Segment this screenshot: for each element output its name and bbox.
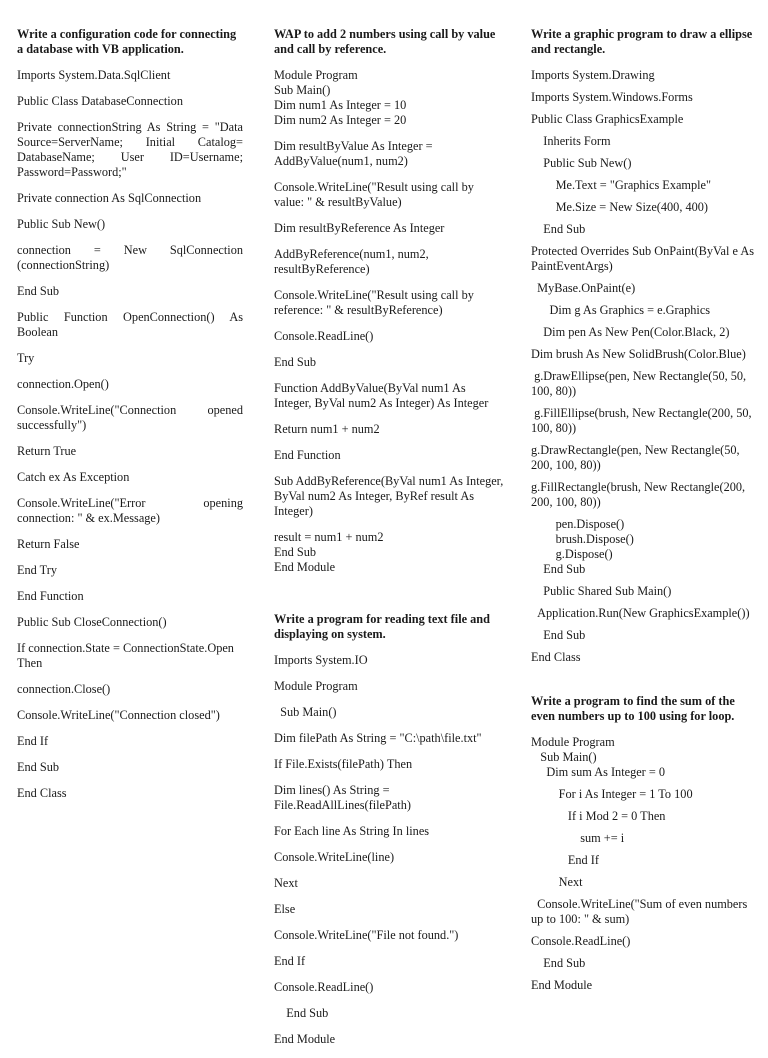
- column-vb-database-connection: [17, 27, 247, 812]
- code-line: Console.WriteLine("Sum of even numbers up to 100: " & sum): [531, 897, 751, 926]
- code-line: Public Shared Sub Main(): [531, 584, 672, 598]
- code-line: connection.Open(): [17, 377, 109, 391]
- code-line: g.DrawRectangle(pen, New Rectangle(50, 200, 100, 80)): [531, 443, 743, 472]
- code-line: Dim lines() As String = File.ReadAllLines(filePath): [274, 783, 411, 812]
- code-line: End Sub: [17, 284, 60, 298]
- code-listing-call-by-value: [274, 68, 507, 575]
- code-line: Public Sub CloseConnection(): [17, 615, 167, 629]
- code-line: MyBase.OnPaint(e): [531, 281, 636, 295]
- code-line: Public Class DatabaseConnection: [17, 94, 183, 108]
- code-line: AddByReference(num1, num2, resultByReference): [274, 247, 432, 276]
- question-heading-call-by-value: WAP to add 2 numbers using call by value and call by reference.: [274, 27, 496, 56]
- code-line: End If: [531, 853, 599, 867]
- code-line: g.DrawEllipse(pen, New Rectangle(50, 50, 100, 80)): [531, 369, 750, 398]
- code-line: Dim filePath As String = "C:\path\file.txt": [274, 731, 482, 745]
- code-line: End Sub: [274, 1006, 329, 1020]
- code-line: Next: [274, 876, 298, 890]
- code-line: Console.WriteLine(line): [274, 850, 395, 864]
- code-line: Private connectionString As String = "Data Source=ServerName; Initial Catalog= DatabaseName; User ID=Username; Password=Password;": [17, 120, 247, 179]
- code-listing-graphics: [531, 68, 757, 665]
- code-line: Protected Overrides Sub OnPaint(ByVal e As PaintEventArgs): [531, 244, 758, 273]
- code-line: connection = New SqlConnection (connectionString): [17, 243, 247, 272]
- code-line: End Sub: [531, 628, 586, 642]
- code-line: If connection.State = ConnectionState.Open Then: [17, 641, 237, 670]
- code-line: For Each line As String In lines: [274, 824, 430, 838]
- code-line: Dim g As Graphics = e.Graphics: [531, 303, 711, 317]
- code-line: Dim resultByReference As Integer: [274, 221, 445, 235]
- code-line: Sub Main(): [274, 705, 337, 719]
- code-line: Public Class GraphicsExample: [531, 112, 684, 126]
- code-line: Catch ex As Exception: [17, 470, 130, 484]
- code-line: End Module: [531, 978, 593, 992]
- code-line: End Module: [274, 1032, 336, 1046]
- code-line: Console.WriteLine("Connection closed"): [17, 708, 220, 722]
- code-line: Console.WriteLine("File not found."): [274, 928, 459, 942]
- code-line: End Function: [17, 589, 84, 603]
- code-line: Me.Size = New Size(400, 400): [531, 200, 709, 214]
- code-line: connection.Close(): [17, 682, 111, 696]
- code-line: If i Mod 2 = 0 Then: [531, 809, 666, 823]
- code-line: End Sub: [274, 355, 317, 369]
- code-line: Console.WriteLine("Error opening connection: " & ex.Message): [17, 496, 247, 525]
- section-spacer: [531, 672, 757, 694]
- code-line: result = num1 + num2 End Sub End Module: [274, 530, 384, 574]
- code-line: Sub AddByReference(ByVal num1 As Integer, ByVal num2 As Integer, ByRef result As Integer): [274, 474, 507, 518]
- code-line: Dim resultByValue As Integer = AddByValue(num1, num2): [274, 139, 435, 168]
- code-line: End Class: [531, 650, 581, 664]
- code-line: g.FillRectangle(brush, New Rectangle(200, 200, 100, 80)): [531, 480, 749, 509]
- code-line: Function AddByValue(ByVal num1 As Integer, ByVal num2 As Integer) As Integer: [274, 381, 489, 410]
- code-line: Console.ReadLine(): [531, 934, 631, 948]
- code-line: For i As Integer = 1 To 100: [531, 787, 693, 801]
- question-heading-graphics: Write a graphic program to draw a ellipse and rectangle.: [531, 27, 753, 56]
- code-line: Application.Run(New GraphicsExample()): [531, 606, 750, 620]
- code-line: End Sub: [17, 760, 60, 774]
- code-listing-database: [17, 68, 247, 801]
- code-line: End If: [274, 954, 306, 968]
- code-line: Private connection As SqlConnection: [17, 191, 202, 205]
- code-line: End If: [17, 734, 49, 748]
- code-line: Public Sub New(): [531, 156, 632, 170]
- code-line: Inherits Form: [531, 134, 611, 148]
- code-line: Console.WriteLine("Result using call by value: " & resultByValue): [274, 180, 477, 209]
- code-line: Module Program Sub Main() Dim num1 As Integer = 10 Dim num2 As Integer = 20: [274, 68, 407, 127]
- code-line: Imports System.IO: [274, 653, 368, 667]
- code-line: Next: [531, 875, 583, 889]
- code-line: If File.Exists(filePath) Then: [274, 757, 413, 771]
- code-line: End Sub: [531, 222, 586, 236]
- question-heading-database: Write a configuration code for connecting a database with VB application.: [17, 27, 237, 56]
- code-line: Imports System.Drawing: [531, 68, 655, 82]
- question-heading-even-sum: Write a program to find the sum of the even numbers up to 100 using for loop.: [531, 694, 735, 723]
- code-line: End Try: [17, 563, 57, 577]
- code-line: Public Function OpenConnection() As Boolean: [17, 310, 247, 339]
- code-line: End Function: [274, 448, 341, 462]
- code-line: Dim brush As New SolidBrush(Color.Blue): [531, 347, 746, 361]
- code-line: Console.ReadLine(): [274, 980, 374, 994]
- code-line: sum += i: [531, 831, 625, 845]
- code-line: End Class: [17, 786, 67, 800]
- code-line: Imports System.Data.SqlClient: [17, 68, 171, 82]
- code-line: Return num1 + num2: [274, 422, 380, 436]
- code-listing-even-sum: [531, 735, 757, 993]
- code-line: Console.ReadLine(): [274, 329, 374, 343]
- code-line: Module Program: [274, 679, 358, 693]
- code-line: Return False: [17, 537, 80, 551]
- code-line: Else: [274, 902, 296, 916]
- code-line: Me.Text = "Graphics Example": [531, 178, 712, 192]
- code-line: Public Sub New(): [17, 217, 106, 231]
- code-line: Return True: [17, 444, 77, 458]
- code-line: pen.Dispose() brush.Dispose() g.Dispose() End Sub: [543, 517, 634, 576]
- code-line: g.FillEllipse(brush, New Rectangle(200, 50, 100, 80)): [531, 406, 755, 435]
- code-line: Console.WriteLine("Connection opened successfully"): [17, 403, 247, 432]
- section-spacer: [274, 586, 504, 612]
- code-listing-read-text-file: [274, 653, 504, 1047]
- code-line: End Sub: [531, 956, 586, 970]
- code-line: Dim pen As New Pen(Color.Black, 2): [531, 325, 730, 339]
- code-line: Try: [17, 351, 35, 365]
- question-heading-read-text-file: Write a program for reading text file and displaying on system.: [274, 612, 490, 641]
- column-graphics-and-loop: [531, 27, 757, 1000]
- code-line: Module Program Sub Main() Dim sum As Integer = 0: [531, 735, 665, 779]
- code-line: Imports System.Windows.Forms: [531, 90, 693, 104]
- column-call-by-value-and-file: [274, 27, 507, 1058]
- code-line: Console.WriteLine("Result using call by reference: " & resultByReference): [274, 288, 477, 317]
